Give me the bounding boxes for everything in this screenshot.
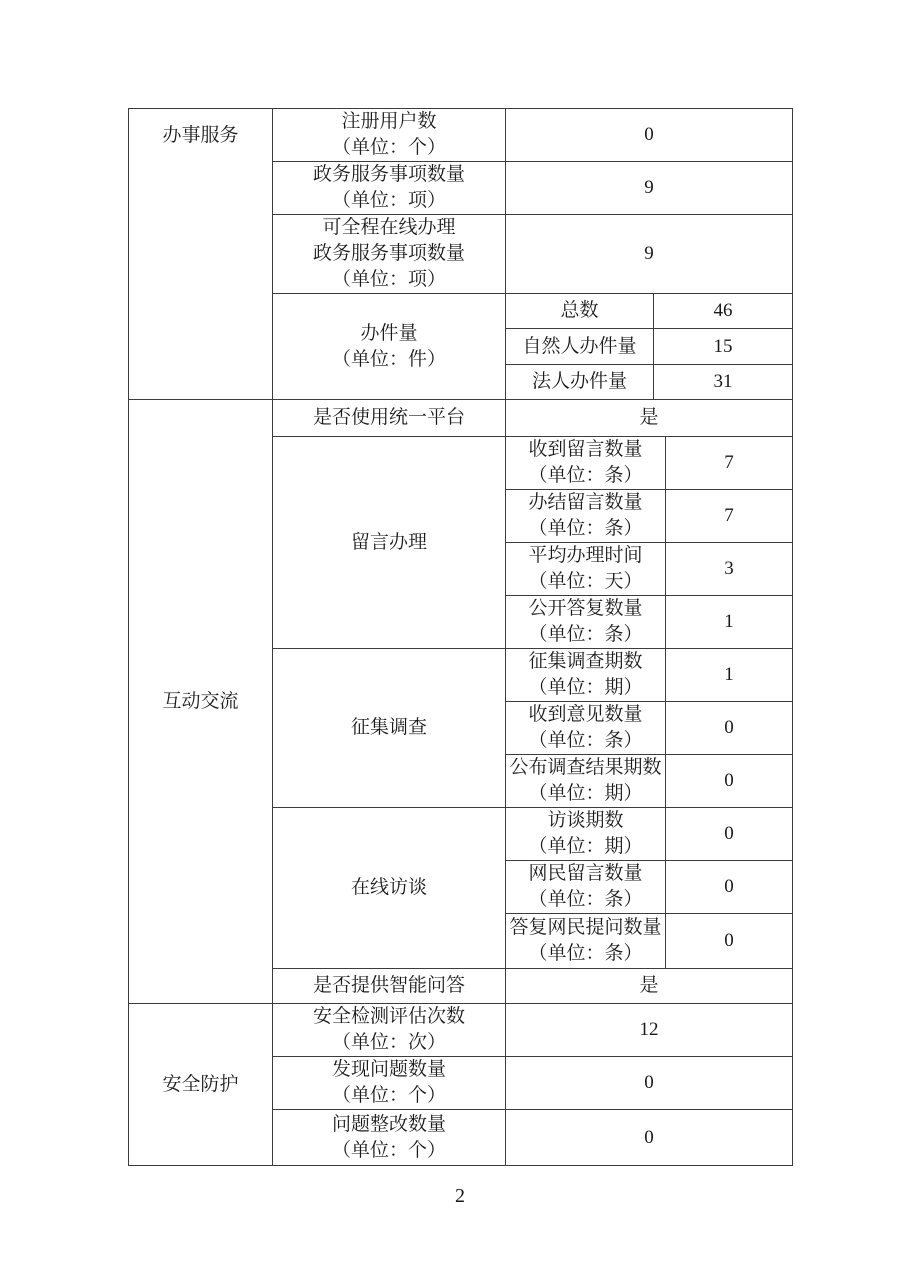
metric-label: 可全程在线办理: [322, 217, 456, 238]
metric-cell-service-items: [273, 162, 506, 215]
table-row: [129, 400, 793, 437]
group-cell-office-services: [129, 109, 273, 400]
submetric-value-transactions-legal-person: 31: [654, 365, 793, 400]
submetric-cell-avg-handling-time: [506, 543, 666, 596]
metric-unit: （单位：项）: [331, 190, 446, 211]
metric-cell-message-handling: 留言办理: [273, 437, 506, 649]
metric-cell-problems-rectified: [273, 1110, 506, 1166]
submetric-unit: （单位：条）: [528, 624, 643, 645]
page-number: 2: [455, 1185, 465, 1207]
submetric-unit: （单位：条）: [528, 465, 643, 486]
submetric-unit: （单位：期）: [528, 836, 643, 857]
submetric-cell-transactions-legal-person: 法人办件量: [506, 365, 654, 400]
metric-value-problems-rectified: 0: [506, 1110, 793, 1166]
metric-value-problems-found: 0: [506, 1057, 793, 1110]
submetric-cell-interview-sessions: [506, 808, 666, 861]
submetric-value-survey-results-published: 0: [666, 755, 793, 808]
metric-unit: （单位：项）: [331, 269, 446, 290]
submetric-label: 网民留言数量: [528, 863, 643, 884]
metric-label: 发现问题数量: [331, 1059, 446, 1080]
submetric-label: 办结留言数量: [528, 492, 643, 513]
submetric-label: 公开答复数量: [528, 598, 643, 619]
submetric-cell-survey-results-published: [506, 755, 666, 808]
submetric-value-avg-handling-time: 3: [666, 543, 793, 596]
metric-cell-transactions: [273, 294, 506, 400]
submetric-value-public-replies: 1: [666, 596, 793, 649]
submetric-label: 征集调查期数: [528, 651, 643, 672]
submetric-unit: （单位：条）: [528, 943, 643, 964]
metric-label-line2: 政务服务事项数量: [312, 243, 465, 264]
table-row: [129, 1004, 793, 1057]
metric-unit: （单位：件）: [331, 348, 446, 370]
metric-label: 政务服务事项数量: [312, 164, 465, 185]
metric-unit: （单位：个）: [331, 1139, 446, 1161]
submetric-value-netizen-messages: 0: [666, 861, 793, 914]
submetric-cell-netizen-questions-answered: [506, 914, 666, 969]
submetric-unit: （单位：条）: [528, 518, 643, 539]
submetric-value-survey-issues: 1: [666, 649, 793, 702]
metric-cell-online-service-items: [273, 215, 506, 294]
group-label-interaction: 互动交流: [162, 690, 239, 712]
submetric-value-transactions-total: 46: [654, 294, 793, 329]
annual-report-table: [128, 108, 793, 1166]
submetric-value-interview-sessions: 0: [666, 808, 793, 861]
submetric-cell-opinions-received: [506, 702, 666, 755]
metric-unit: （单位：个）: [331, 1085, 446, 1106]
submetric-label: 平均办理时间: [528, 545, 643, 566]
submetric-label: 公布调查结果期数: [509, 757, 662, 778]
metric-value-smart-qa: 是: [506, 969, 793, 1004]
metric-cell-security-assessments: [273, 1004, 506, 1057]
metric-cell-registered-users: [273, 109, 506, 162]
metric-value-service-items: 9: [506, 162, 793, 215]
submetric-unit: （单位：天）: [528, 571, 643, 592]
submetric-cell-messages-completed: [506, 490, 666, 543]
submetric-unit: （单位：期）: [528, 677, 643, 698]
metric-unit: （单位：个）: [331, 137, 446, 158]
submetric-unit: （单位：条）: [528, 730, 643, 751]
submetric-cell-transactions-natural-person: 自然人办件量: [506, 329, 654, 365]
metric-cell-interviews: 在线访谈: [273, 808, 506, 969]
submetric-cell-transactions-total: 总数: [506, 294, 654, 329]
submetric-cell-netizen-messages: [506, 861, 666, 914]
table-row: [129, 109, 793, 162]
submetric-cell-messages-received: [506, 437, 666, 490]
metric-value-online-service-items: 9: [506, 215, 793, 294]
submetric-unit: （单位：期）: [528, 783, 643, 804]
metric-cell-surveys: 征集调查: [273, 649, 506, 808]
submetric-cell-public-replies: [506, 596, 666, 649]
metric-label: 问题整改数量: [331, 1113, 446, 1135]
submetric-label: 访谈期数: [547, 810, 624, 831]
group-cell-security: [129, 1004, 273, 1166]
submetric-label: 收到意见数量: [528, 704, 643, 725]
group-label-office-services: 办事服务: [162, 125, 239, 146]
submetric-value-transactions-natural-person: 15: [654, 329, 793, 365]
submetric-value-netizen-questions-answered: 0: [666, 914, 793, 969]
metric-cell-problems-found: [273, 1057, 506, 1110]
metric-value-unified-platform: 是: [506, 400, 793, 437]
submetric-value-messages-completed: 7: [666, 490, 793, 543]
submetric-unit: （单位：条）: [528, 889, 643, 910]
metric-value-security-assessments: 12: [506, 1004, 793, 1057]
group-cell-interaction: [129, 400, 273, 1004]
metric-cell-smart-qa: 是否提供智能问答: [273, 969, 506, 1004]
metric-label: 注册用户数: [341, 111, 437, 132]
metric-label: 办件量: [360, 322, 418, 344]
submetric-label: 答复网民提问数量: [509, 917, 662, 938]
metric-value-registered-users: 0: [506, 109, 793, 162]
group-label-security: 安全防护: [162, 1073, 239, 1095]
submetric-value-opinions-received: 0: [666, 702, 793, 755]
submetric-label: 收到留言数量: [528, 439, 643, 460]
submetric-value-messages-received: 7: [666, 437, 793, 490]
submetric-cell-survey-issues: [506, 649, 666, 702]
metric-cell-unified-platform: 是否使用统一平台: [273, 400, 506, 437]
metric-unit: （单位：次）: [331, 1032, 446, 1053]
metric-label: 安全检测评估次数: [312, 1006, 465, 1027]
